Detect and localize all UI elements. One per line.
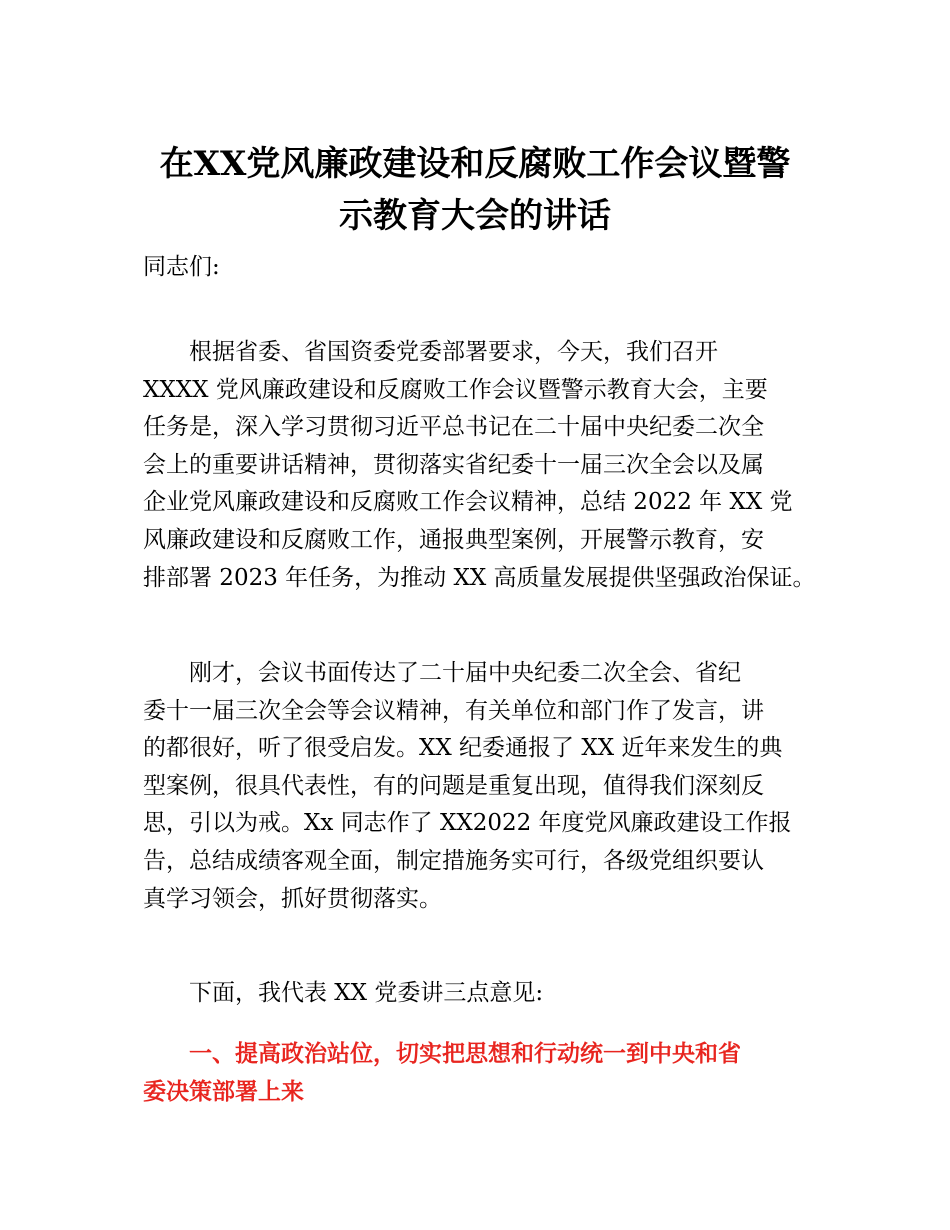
paragraph-3-text: 下面，我代表 XX 党委讲三点意见: xyxy=(143,980,544,1006)
paragraph-1-line: 风廉政建设和反腐败工作，通报典型案例，开展警示教育，安 xyxy=(143,526,764,553)
paragraph-2-line: 刚才，会议书面传达了二十届中央纪委二次全会、省纪 xyxy=(143,660,741,686)
paragraph-1 xyxy=(143,334,833,597)
document-title-line-1: 在XX党风廉政建设和反腐败工作会议暨警 xyxy=(159,144,791,184)
paragraph-1-line: XXXX 党风廉政建设和反腐败工作会议暨警示教育大会，主要 xyxy=(143,376,768,403)
paragraph-3 xyxy=(143,975,833,1013)
paragraph-1-line: 企业党风廉政建设和反腐败工作会议精神，总结 2022 年 XX 党 xyxy=(143,489,793,516)
section-1-heading xyxy=(143,1036,833,1111)
paragraph-1-line: 排部署 2023 年任务，为推动 XX 高质量发展提供坚强政治保证。 xyxy=(143,564,816,591)
paragraph-2-line: 真学习领会，抓好贯彻落实。 xyxy=(143,885,442,912)
paragraph-1-line: 根据省委、省国资委党委部署要求，今天，我们召开 xyxy=(143,339,718,365)
paragraph-2-line: 的都很好，听了很受启发。XX 纪委通报了 XX 近年来发生的典 xyxy=(143,735,783,762)
paragraph-2-line: 告，总结成绩客观全面，制定措施务实可行，各级党组织要认 xyxy=(143,847,764,874)
paragraph-2-line: 思，引以为戒。Xx 同志作了 XX2022 年度党风廉政建设工作报 xyxy=(143,810,792,837)
paragraph-1-line: 会上的重要讲话精神，贯彻落实省纪委十一届三次全会以及属 xyxy=(143,451,764,478)
salutation xyxy=(143,249,833,287)
section-1-heading-line: 一、提高政治站位，切实把思想和行动统一到中央和省 xyxy=(143,1041,741,1067)
salutation-text: 同志们: xyxy=(143,254,220,280)
paragraph-2-line: 委十一届三次全会等会议精神，有关单位和部门作了发言，讲 xyxy=(143,697,764,724)
paragraph-2 xyxy=(143,655,833,918)
paragraph-1-line: 任务是，深入学习贯彻习近平总书记在二十届中央纪委二次全 xyxy=(143,414,764,441)
paragraph-2-line: 型案例，很具代表性，有的问题是重复出现，值得我们深刻反 xyxy=(143,772,764,799)
section-1-heading-line: 委决策部署上来 xyxy=(143,1078,304,1105)
document-title-line-2: 示教育大会的讲话 xyxy=(339,196,611,236)
